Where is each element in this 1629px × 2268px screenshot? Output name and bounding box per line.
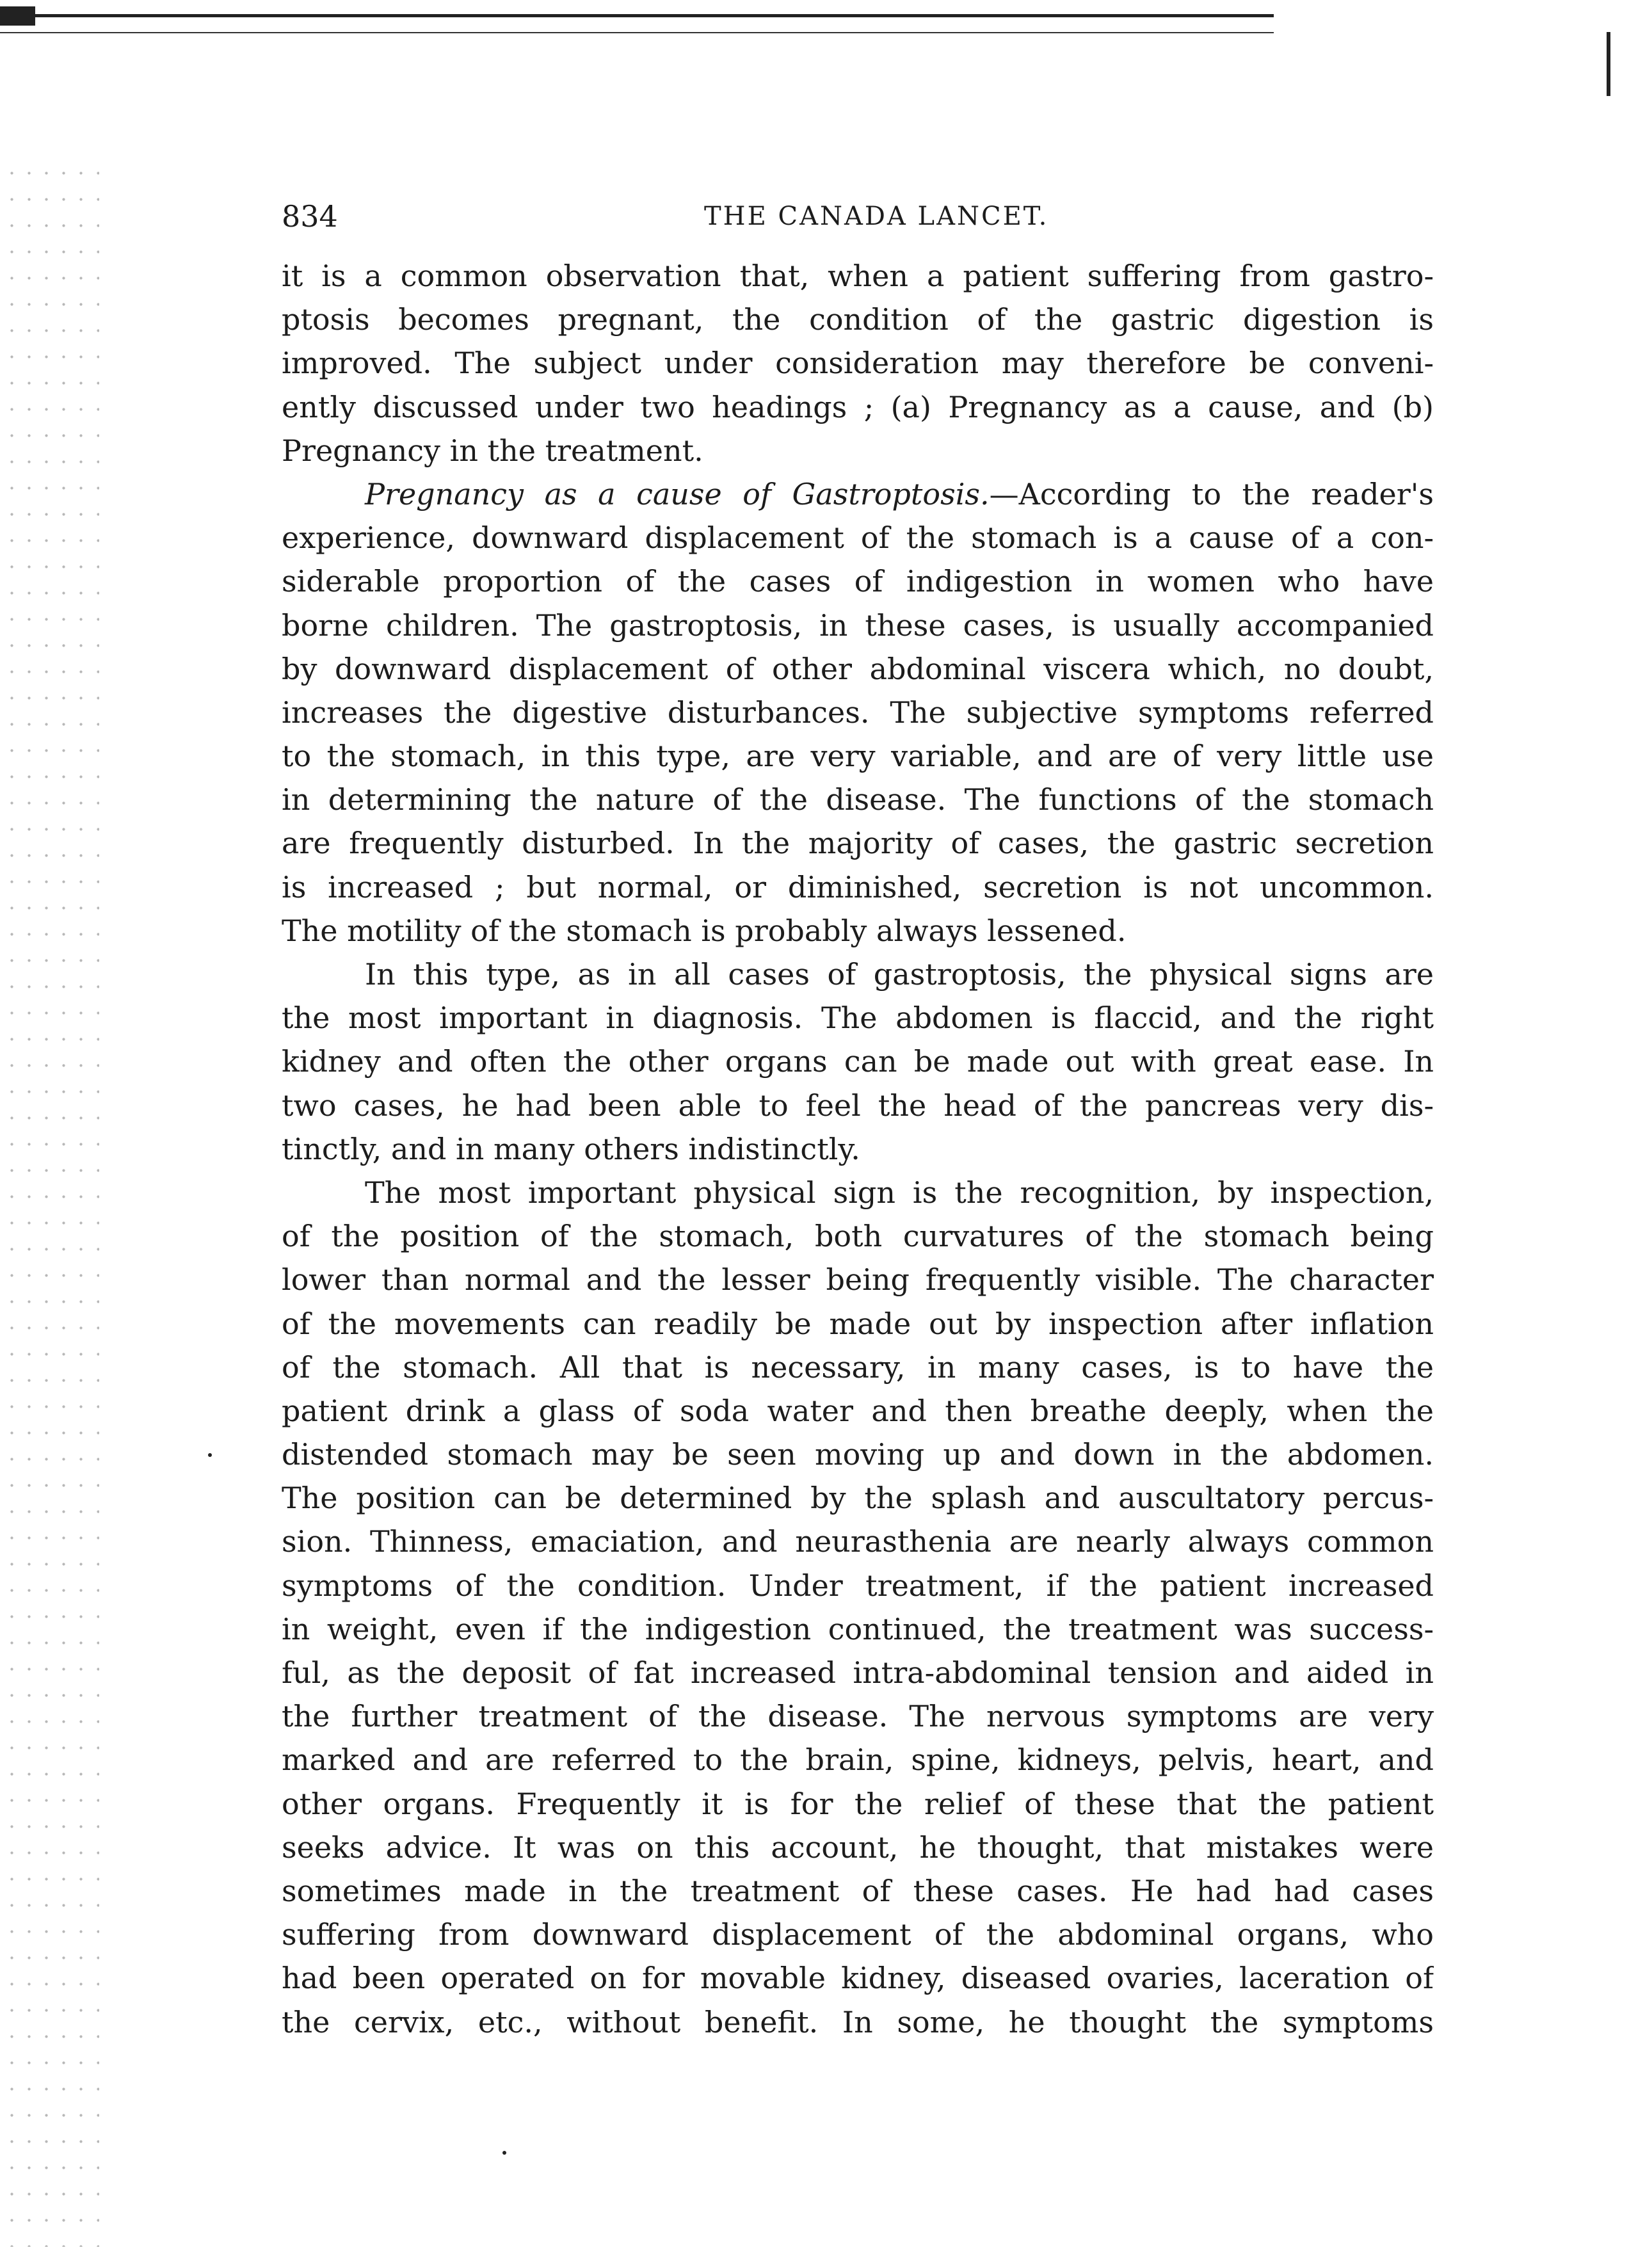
scan-left-margin-specks — [3, 160, 99, 2247]
text-line: Pregnancy in the treatment. — [282, 433, 703, 468]
text-line: symptoms of the condition. Under treatment, if the patient increased — [282, 1568, 1434, 1603]
text-line: The motility of the stomach is probably always lessened. — [282, 913, 1127, 948]
scan-speck — [502, 2151, 506, 2155]
text-line: The most important physical sign is the recognition, by inspection, — [365, 1175, 1434, 1210]
text-line: to the stomach, in this type, are very variable, and are of very little use — [282, 739, 1434, 774]
article-text — [282, 254, 1434, 2044]
scan-right-edge-mark — [1607, 32, 1610, 96]
text-line: the cervix, etc., without benefit. In some, he thought the symptoms — [282, 2004, 1434, 2039]
text-line: The position can be determined by the splash and auscultatory percus- — [282, 1481, 1434, 1516]
text-line: sion. Thinness, emaciation, and neurasthenia are nearly always common — [282, 1524, 1434, 1559]
text-line: patient drink a glass of soda water and then breathe deeply, when the — [282, 1393, 1434, 1428]
text-line: had been operated on for movable kidney, diseased ovaries, laceration of — [282, 1961, 1434, 1996]
text-line: increases the digestive disturbances. The subjective symptoms referred — [282, 695, 1434, 730]
text-line: is increased ; but normal, or diminished, secretion is not uncommon. — [282, 869, 1434, 905]
text-line: sometimes made in the treatment of these cases. He had had cases — [282, 1873, 1434, 1908]
text-line: improved. The subject under consideration may therefore be conveni- — [282, 346, 1434, 381]
text-line: ently discussed under two headings ; (a) Pregnancy as a cause, and (b) — [282, 389, 1434, 424]
text-line: are frequently disturbed. In the majority of cases, the gastric secretion — [282, 826, 1434, 861]
text-line: of the stomach. All that is necessary, in many cases, is to have the — [282, 1349, 1434, 1385]
text-line: it is a common observation that, when a patient suffering from gastro- — [282, 259, 1434, 293]
scan-top-rule-thin — [0, 32, 1274, 33]
text-line: borne children. The gastroptosis, in these cases, is usually accompanied — [282, 607, 1434, 643]
page-number: 834 — [282, 199, 338, 234]
text-line: distended stomach may be seen moving up and down in the abdomen. — [282, 1437, 1434, 1472]
running-title: THE CANADA LANCET. — [704, 202, 1049, 231]
text-line: in weight, even if the indigestion continued, the treatment was success- — [282, 1611, 1434, 1646]
text-line: ful, as the deposit of fat increased intra-abdominal tension and aided in — [282, 1655, 1434, 1690]
section-heading: Pregnancy as a cause of Gastroptosis. — [365, 476, 990, 511]
text-line: ptosis becomes pregnant, the condition of the gastric digestion is — [282, 302, 1434, 337]
text-line: the further treatment of the disease. The nervous symptoms are very — [282, 1699, 1434, 1734]
text-line: seeks advice. It was on this account, he thought, that mistakes were — [282, 1830, 1434, 1865]
section-heading-line — [282, 472, 1434, 516]
section-heading-continuation: —According to the reader's — [989, 476, 1434, 511]
text-line: lower than normal and the lesser being frequently visible. The character — [282, 1262, 1434, 1298]
text-line: of the movements can readily be made out by inspection after inflation — [282, 1306, 1434, 1341]
text-line: in determining the nature of the disease. The functions of the stomach — [282, 782, 1434, 817]
text-line: In this type, as in all cases of gastroptosis, the physical signs are — [365, 957, 1434, 992]
page-header — [282, 197, 1434, 242]
text-line: by downward displacement of other abdominal viscera which, no doubt, — [282, 651, 1434, 686]
text-line: siderable proportion of the cases of indigestion in women who have — [282, 564, 1434, 599]
text-line: kidney and often the other organs can be made out with great ease. In — [282, 1044, 1434, 1079]
text-line: suffering from downward displacement of the abdominal organs, who — [282, 1917, 1434, 1952]
text-line: other organs. Frequently it is for the relief of these that the patient — [282, 1786, 1434, 1821]
text-line: experience, downward displacement of the stomach is a cause of a con- — [282, 520, 1434, 556]
text-line: marked and are referred to the brain, spine, kidneys, pelvis, heart, and — [282, 1742, 1434, 1778]
text-line: two cases, he had been able to feel the head of the pancreas very dis- — [282, 1088, 1434, 1123]
scan-top-rule — [0, 14, 1274, 17]
text-line: tinctly, and in many others indistinctly. — [282, 1131, 860, 1166]
scan-speck — [208, 1453, 212, 1457]
text-line: of the position of the stomach, both curvatures of the stomach being — [282, 1219, 1434, 1254]
text-line: the most important in diagnosis. The abdomen is flaccid, and the right — [282, 1001, 1434, 1036]
